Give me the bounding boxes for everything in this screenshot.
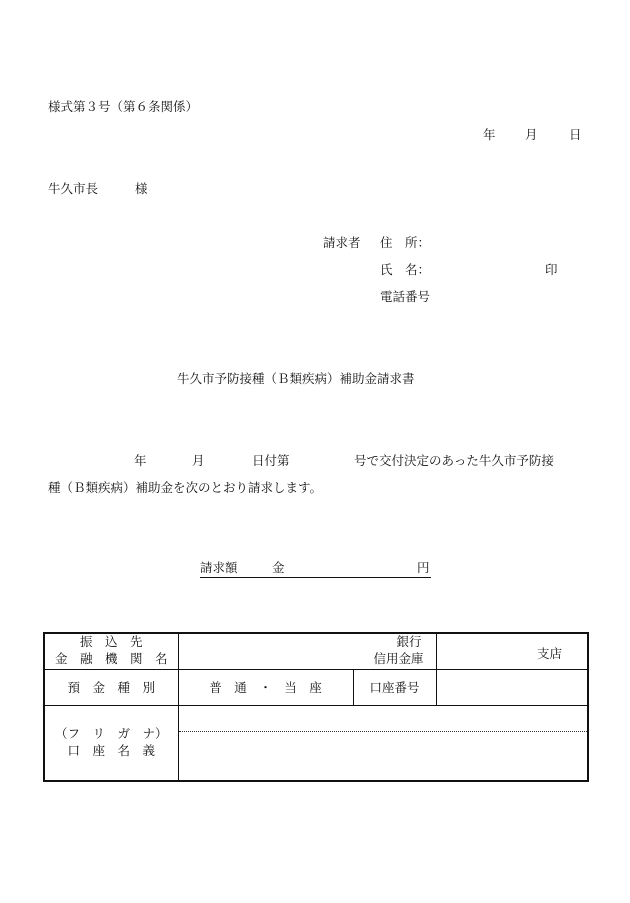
- bank-suffix: 銀行: [396, 634, 422, 650]
- furigana-field[interactable]: [179, 706, 588, 732]
- addressee: 牛久市長: [48, 181, 99, 196]
- body-line1-rest: 号で交付決定のあった牛久市予防接: [354, 453, 554, 468]
- holder-row: [44, 705, 588, 781]
- addressee-suffix: 様: [135, 181, 148, 196]
- body-month: 月: [192, 453, 205, 468]
- date-month-label: 月: [525, 127, 538, 142]
- amount-label: 請求額: [200, 560, 238, 575]
- date-year-label: 年: [483, 127, 496, 142]
- bank-name-field[interactable]: [178, 633, 436, 669]
- branch-field[interactable]: [436, 633, 588, 669]
- date-day-label: 日: [569, 127, 582, 142]
- address-label: 住 所：: [380, 235, 431, 250]
- account-holder-label: 口 座 名 義: [67, 742, 155, 758]
- phone-label: 電話番号: [380, 289, 431, 304]
- branch-suffix: 支店: [537, 646, 563, 661]
- seal-mark: 印: [545, 262, 558, 277]
- account-number-field[interactable]: [436, 669, 588, 705]
- requester-label: 請求者: [323, 235, 361, 250]
- transfer-label-1: 振 込 先: [79, 634, 143, 650]
- form-number: 様式第３号（第６条関係）: [48, 99, 199, 114]
- deposit-type-options[interactable]: 普 通 ・ 当 座: [178, 669, 353, 705]
- document-title: 牛久市予防接種（Ｂ類疾病）補助金請求書: [177, 371, 415, 386]
- body-line2: 種（Ｂ類疾病）補助金を次のとおり請求します。: [48, 480, 323, 495]
- holder-field-cell: [178, 705, 588, 781]
- account-holder-field[interactable]: [179, 732, 588, 780]
- credit-union-suffix: 信用金庫: [373, 651, 424, 667]
- name-label: 氏 名：: [380, 262, 431, 277]
- bank-row: [44, 633, 588, 669]
- deposit-row: [44, 669, 588, 705]
- furigana-label: （フ リ ガ ナ）: [54, 725, 168, 741]
- amount-kin: 金: [272, 560, 285, 575]
- amount-yen: 円: [417, 560, 430, 575]
- transfer-label-cell: [44, 633, 178, 669]
- account-number-label: 口座番号: [353, 669, 436, 705]
- transfer-label-2: 金 融 機 関 名: [54, 651, 168, 667]
- amount-line: [200, 562, 431, 578]
- body-year: 年: [134, 453, 147, 468]
- holder-label-cell: [44, 705, 178, 781]
- deposit-type-label: 預 金 種 別: [44, 669, 178, 705]
- body-day-dated: 日付第: [252, 453, 290, 468]
- bank-info-table: [43, 632, 589, 782]
